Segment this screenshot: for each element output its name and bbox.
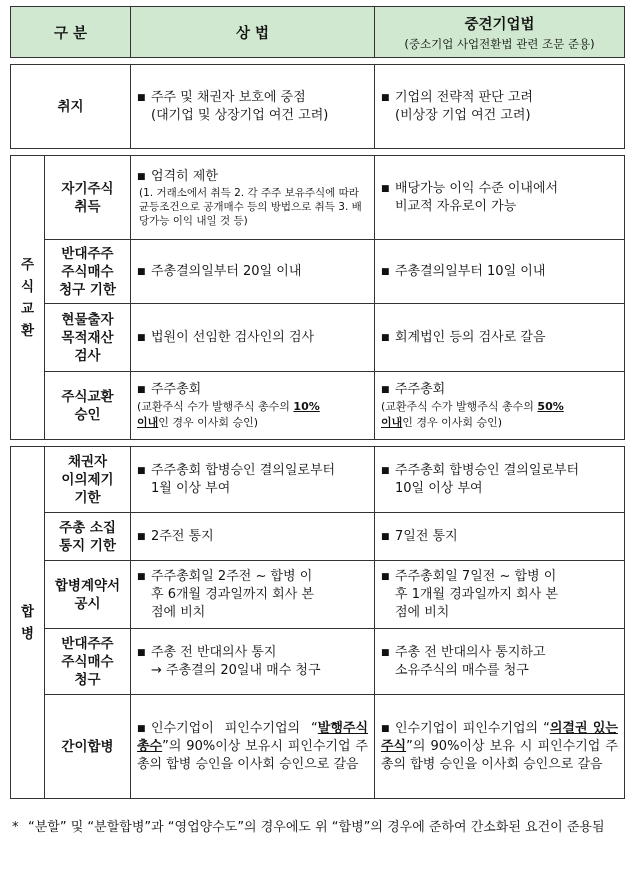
- group-char: 교: [20, 300, 35, 317]
- approval-midsize-note: [381, 399, 618, 431]
- notice-commercial: [131, 513, 375, 561]
- creditor-label: [45, 447, 131, 513]
- bullet-icon: ■: [137, 266, 146, 277]
- label-line: 취득: [74, 198, 101, 215]
- threshold-within: 이내: [137, 415, 159, 429]
- bullet-icon: ■: [381, 92, 390, 103]
- treasury-midsize-cont: 비교적 자유로이 가능: [395, 198, 517, 214]
- disclosure-commercial-line: 주주총회일 2주전 ~ 합병 이: [151, 568, 313, 584]
- share-exchange-row-appraisal: [11, 240, 625, 304]
- note-text: 인 경우 이사회 승인): [402, 415, 503, 429]
- appraisal-commercial-text: 주총결의일부터 20일 이내: [151, 263, 302, 279]
- group-char: 병: [20, 625, 35, 642]
- creditor-commercial-cont: 1월 이상 부여: [151, 480, 231, 496]
- group-char: 식: [20, 278, 35, 295]
- notice-midsize-text: 7일전 통지: [395, 528, 458, 544]
- group-char: 주: [20, 256, 35, 273]
- note-text: 인 경우 이사회 승인): [158, 415, 259, 429]
- approval-label: [45, 372, 131, 440]
- bullet-icon: ■: [381, 384, 390, 395]
- merger-group-label: [11, 447, 45, 799]
- label-line: 통지 기한: [59, 537, 116, 554]
- appraisal-commercial: [131, 240, 375, 304]
- label-line: 주총 소집: [59, 519, 116, 536]
- merger-appraisal-commercial-cont: → 주총결의 20일내 매수 청구: [151, 662, 321, 678]
- bullet-icon: ■: [137, 531, 146, 542]
- simplified-commercial-post: ”의 90%이상 보유시 피인수기업 주총의 합병 승인을 이사회 승인으로 갈음: [137, 738, 368, 772]
- threshold-percent: 10%: [293, 399, 320, 413]
- comparison-table: [10, 6, 625, 799]
- footnote: [12, 818, 624, 838]
- merger-appraisal-label: [45, 629, 131, 695]
- label-line: 현물출자: [61, 311, 114, 328]
- approval-commercial: [131, 372, 375, 440]
- inkind-midsize: [375, 304, 625, 372]
- bullet-icon: ■: [381, 465, 390, 476]
- share-exchange-row-approval: [11, 372, 625, 440]
- label-line: 반대주주: [61, 635, 114, 652]
- header-row: [11, 7, 625, 58]
- disclosure-commercial-line: 후 6개월 경과일까지 회사 본: [151, 586, 314, 602]
- notice-midsize: [375, 513, 625, 561]
- simplified-midsize-key: 의결권 있는 주식: [381, 720, 618, 754]
- simplified-commercial-pre: 인수기업이 피인수기업의 “: [151, 720, 318, 736]
- purpose-row: [11, 65, 625, 149]
- bullet-icon: ■: [381, 332, 390, 343]
- inkind-midsize-text: 회계법인 등의 검사로 갈음: [395, 329, 546, 345]
- approval-commercial-note: [137, 399, 368, 431]
- simplified-commercial: [131, 695, 375, 799]
- label-line: 청구: [74, 671, 101, 688]
- disclosure-commercial: [131, 561, 375, 629]
- purpose-commercial-note: (대기업 및 상장기업 여건 고려): [151, 107, 329, 123]
- label-line: 공시: [74, 595, 101, 612]
- bullet-icon: ■: [137, 92, 146, 103]
- footnote-mark: *: [12, 820, 19, 835]
- note-text: (교환주식 수가 발행주식 총수의: [381, 399, 534, 413]
- creditor-midsize-main: 주주총회 합병승인 결의일로부터: [395, 462, 580, 478]
- header-midsize-title: 중견기업법: [464, 16, 535, 33]
- simplified-midsize-pre: 인수기업이 피인수기업의 “: [395, 720, 550, 736]
- label-line: 주식교환: [61, 388, 114, 405]
- bullet-icon: ■: [137, 465, 146, 476]
- creditor-commercial-main: 주주총회 합병승인 결의일로부터: [151, 462, 336, 478]
- share-exchange-row-treasury: [11, 156, 625, 240]
- disclosure-midsize: [375, 561, 625, 629]
- label-line: 자기주식: [61, 180, 114, 197]
- treasury-midsize: [375, 156, 625, 240]
- bullet-icon: ■: [381, 571, 390, 582]
- disclosure-midsize-line: 점에 비치: [395, 604, 450, 620]
- merger-appraisal-commercial-main: 주총 전 반대의사 통지: [151, 644, 277, 660]
- bullet-icon: ■: [137, 723, 146, 734]
- header-commercial-act: 상 법: [131, 7, 375, 58]
- label-line: 검사: [74, 347, 101, 364]
- notice-label: [45, 513, 131, 561]
- header-category: 구 분: [11, 7, 131, 58]
- simplified-midsize-post: ”의 90%이상 보유 시 피인수기업 주총의 합병 승인을 이사회 승인으로 갈음: [381, 738, 618, 772]
- bullet-icon: ■: [137, 332, 146, 343]
- bullet-icon: ■: [381, 183, 390, 194]
- disclosure-midsize-line: 주주총회일 7일전 ~ 합병 이: [395, 568, 557, 584]
- purpose-commercial-main: 주주 및 채권자 보호에 중점: [151, 89, 306, 105]
- label-line: 반대주주: [61, 245, 114, 262]
- note-text: (교환주식 수가 발행주식 총수의: [137, 399, 290, 413]
- label-line: 목적재산: [61, 329, 114, 346]
- inkind-label: [45, 304, 131, 372]
- simplified-commercial-key: 발행주식 총수: [137, 720, 368, 754]
- label-line: 승인: [74, 406, 101, 423]
- bullet-icon: ■: [137, 384, 146, 395]
- purpose-midsize-note: (비상장 기업 여건 고려): [395, 107, 531, 123]
- label-line: 주식매수: [61, 263, 114, 280]
- bullet-icon: ■: [137, 647, 146, 658]
- appraisal-midsize-text: 주총결의일부터 10일 이내: [395, 263, 546, 279]
- appraisal-label: [45, 240, 131, 304]
- bullet-icon: ■: [381, 531, 390, 542]
- inkind-commercial: [131, 304, 375, 372]
- purpose-midsize-main: 기업의 전략적 판단 고려: [395, 89, 533, 105]
- merger-row-notice: [11, 513, 625, 561]
- merger-row-simplified: [11, 695, 625, 799]
- treasury-commercial-note: (1. 거래소에서 취득 2. 각 주주 보유주식에 따라 균등조건으로 공개매수 등의 방법으로 취득 3. 배당가능 이익 내일 것 등): [139, 186, 362, 227]
- creditor-commercial: [131, 447, 375, 513]
- notice-commercial-text: 2주전 통지: [151, 528, 214, 544]
- label-line: 합병계약서: [54, 577, 121, 594]
- merger-row-appraisal: [11, 629, 625, 695]
- merger-appraisal-midsize-cont: 소유주식의 매수를 청구: [395, 662, 529, 678]
- group-char: 합: [20, 603, 35, 620]
- label-line: 이의제기: [61, 471, 114, 488]
- bullet-icon: ■: [381, 723, 390, 734]
- label-line: 채권자: [67, 453, 108, 470]
- disclosure-commercial-line: 점에 비치: [151, 604, 206, 620]
- treasury-commercial-main: 엄격히 제한: [151, 168, 218, 184]
- treasury-midsize-main: 배당가능 이익 수준 이내에서: [395, 180, 559, 196]
- threshold-percent: 50%: [537, 399, 564, 413]
- creditor-midsize-cont: 10일 이상 부여: [395, 480, 483, 496]
- creditor-midsize: [375, 447, 625, 513]
- threshold-within: 이내: [381, 415, 403, 429]
- merger-appraisal-midsize: [375, 629, 625, 695]
- approval-midsize: [375, 372, 625, 440]
- share-exchange-group-label: [11, 156, 45, 440]
- header-midsize-act: [375, 7, 625, 58]
- label-line: 기한: [74, 489, 101, 506]
- bullet-icon: ■: [381, 266, 390, 277]
- treasury-commercial: [131, 156, 375, 240]
- approval-midsize-main: 주주총회: [395, 381, 446, 397]
- merger-row-creditor: [11, 447, 625, 513]
- purpose-midsize: [375, 65, 625, 149]
- label-line: 청구 기한: [59, 281, 116, 298]
- approval-commercial-main: 주주총회: [151, 381, 202, 397]
- disclosure-midsize-line: 후 1개월 경과일까지 회사 본: [395, 586, 558, 602]
- simplified-midsize: [375, 695, 625, 799]
- treasury-label: [45, 156, 131, 240]
- bullet-icon: ■: [381, 647, 390, 658]
- disclosure-label: [45, 561, 131, 629]
- appraisal-midsize: [375, 240, 625, 304]
- purpose-commercial: [131, 65, 375, 149]
- merger-appraisal-midsize-main: 주총 전 반대의사 통지하고: [395, 644, 546, 660]
- inkind-commercial-text: 법원이 선임한 검사인의 검사: [151, 329, 315, 345]
- label-line: 주식매수: [61, 653, 114, 670]
- group-char: 환: [20, 322, 35, 339]
- bullet-icon: ■: [137, 171, 146, 182]
- purpose-label: 취지: [11, 65, 131, 149]
- merger-appraisal-commercial: [131, 629, 375, 695]
- bullet-icon: ■: [137, 571, 146, 582]
- merger-row-disclosure: [11, 561, 625, 629]
- share-exchange-row-inkind: [11, 304, 625, 372]
- header-midsize-subtitle: (중소기업 사업전환법 관련 조문 준용): [404, 36, 595, 51]
- simplified-label: 간이합병: [45, 695, 131, 799]
- footnote-text: “분할” 및 “분할합병”과 “영업양수도”의 경우에도 위 “합병”의 경우에 준하여 간소화된 요건이 준용됨: [28, 820, 605, 835]
